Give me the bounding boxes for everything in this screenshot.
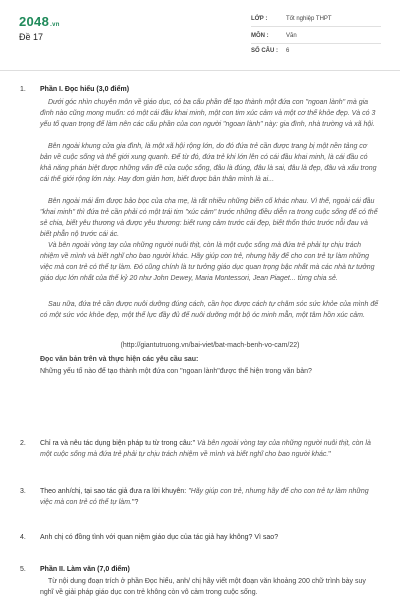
question-text: Anh chị có đồng tình với quan niệm giáo dục của tác giả hay không? Vì sao?: [40, 534, 279, 541]
question-text: Chỉ ra và nêu tác dụng biện pháp tu từ trong câu:" Và bên ngoài vòng tay của những người nuôi thịt, còn là một cuộc sống mà đứa trẻ phải tự chịu trách nhiệm về mình và biết nghĩ cho bao người khác.": [40, 440, 371, 458]
section-title: Phần I. Đọc hiểu (3,0 điểm): [40, 86, 130, 93]
question-number: 4.: [20, 534, 26, 541]
instruction: Đọc văn bản trên và thực hiện các yêu cầu sau:: [40, 356, 199, 363]
question-number: 2.: [20, 440, 26, 447]
reading-paragraph: Dưới góc nhìn chuyên môn về giáo dục, có ba cấu phần để tạo thành một đứa con "ngoan lành" mà gia đình nào cũng mong muốn: có một cái đầu khai minh, một con tim xúc cảm và một cơ thể khỏe đẹp. Và có 3 yếu tố quan trọng để làm nên các cấu phần của con người "ngoan lành" này: gia đình, nhà trường và xã hội.: [40, 99, 376, 128]
reading-paragraph: Bên ngoài mái ấm được bảo bọc của cha mẹ, là rất nhiều những biến cố khác nhau. Vì thế, ngoài cái đầu "khai minh" thì đứa trẻ cần phải có một trái tim "xúc cảm" trước những điều diễn ra trong cuộc sống để có thể sẻ chia, biết yêu thương và được yêu thương: biết rung cảm trước cái đẹp, biết thổn thức trước nỗi đau và biết phẫn nộ trước cái ác.: [40, 198, 378, 238]
question-text: Những yếu tố nào để tạo thành một đứa con "ngoan lành"được thể hiện trong văn bản?: [40, 368, 312, 375]
question-number: 1.: [20, 86, 26, 93]
meta-label: SỐ CÂU :: [251, 48, 278, 54]
reading-paragraph: Bên ngoài khung cửa gia đình, là một xã hội rộng lớn, do đó đứa trẻ cần được trang bị một nền tảng cơ bản về cuộc sống và thế giới xung quanh. Để từ đó, đứa trẻ khi lớn lên có cái đầu khai minh, là cái đầu có khả năng phán biệt được những vấn đề của cuộc sống, đâu là đúng, đâu là sai, đâu là đẹp, đâu và xấu trong cái thế giới rộng lớn này. Hay đơn giản hơn, biết được bản thân mình là ai...: [40, 143, 377, 183]
section-title: Phần II. Làm văn (7,0 điểm): [40, 566, 130, 573]
meta-label: LỚP :: [251, 16, 268, 22]
exam-title: Đề 17: [19, 32, 44, 42]
header: [0, 0, 400, 70]
question-number: 5.: [20, 566, 26, 573]
header-divider: [0, 70, 400, 71]
meta-value: Tốt nghiệp THPT: [286, 16, 332, 22]
reading-paragraph: Và bên ngoài vòng tay của những người nuôi thịt, còn là một cuộc sống mà đứa trẻ phải tự chịu trách nhiệm về mình và biết nghĩ cho bao người khác. Hãy giúp con trẻ, nhưng hãy để cho con trẻ tự làm những việc mà con trẻ có thể tự làm. Đó cũng chính là tư tưởng giáo dục quan trọng bậc nhất mà các nhà tư tưởng giáo dục lớn nhất của thế kỷ 20 như John Dewey, Maria Montessori, Jean Piaget... từng chia sẻ.: [40, 242, 375, 282]
meta-value: 6: [286, 48, 290, 54]
question-text: Từ nội dung đoạn trích ở phần Đọc hiểu, anh/ chị hãy viết một đoạn văn khoảng 200 chữ trình bày suy nghĩ về giải pháp giáo dục con trẻ không còn vô cảm trong cuộc sống.: [40, 578, 366, 596]
question-number: 3.: [20, 488, 26, 495]
meta-value: Văn: [286, 33, 297, 39]
source-link[interactable]: (http://giantutruong.vn/bai-viet/bat-mach-benh-vo-cam/22): [120, 342, 300, 349]
site-logo[interactable]: 2048.vn: [19, 14, 60, 29]
question-text: Theo anh/chị, tại sao tác giả đưa ra lời khuyên: "Hãy giúp con trẻ, nhưng hãy để cho con trẻ tự làm những việc mà con trẻ có thể tự làm."?: [40, 488, 369, 506]
meta-label: MÔN :: [251, 33, 269, 39]
reading-paragraph: Sau nữa, đứa trẻ cần được nuôi dưỡng đúng cách, cần học được cách tự chăm sóc sức khỏe của mình để có một sức vóc khỏe đẹp, một thể lực đầy đủ để nuôi dưỡng một bộ óc minh mẫn, một tâm hồn xúc cảm.: [40, 301, 379, 319]
